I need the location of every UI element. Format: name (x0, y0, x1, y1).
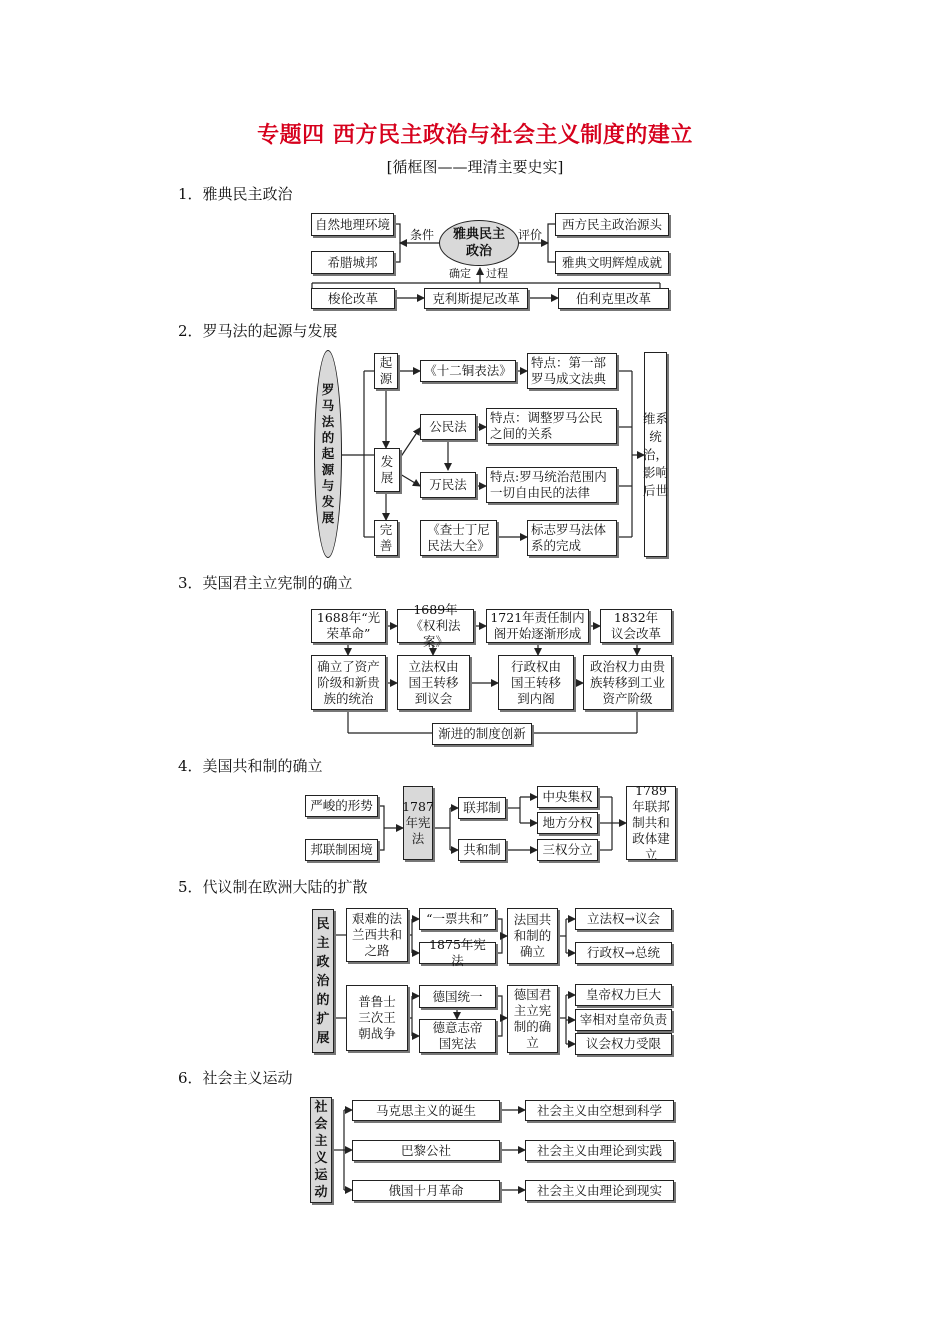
label-conditions: 条件 (410, 228, 435, 242)
box-geography: 自然地理环境 (311, 213, 394, 236)
page-subtitle: [循框图——理清主要史实] (386, 158, 564, 176)
box-theory-to-reality: 社会主义由理论到现实 (525, 1180, 674, 1201)
box-1789-federal-republic: 1789年联邦制共和政体建立 (626, 786, 676, 860)
box-theory-to-practice: 社会主义由理论到实践 (525, 1140, 674, 1161)
box-german-unification: 德国统一 (419, 985, 496, 1008)
athens-democracy-node: 雅典民主政治 (439, 220, 519, 266)
label-process: 过程 (486, 267, 508, 280)
box-athens-civilization: 雅典文明辉煌成就 (555, 251, 669, 274)
box-law-of-nations: 万民法 (420, 472, 476, 498)
section-heading-socialist-movement: 6．社会主义运动 (178, 1069, 293, 1087)
box-legislative-power: 立法权由国王转移到议会 (397, 655, 470, 710)
box-law-of-nations-feature: 特点:罗马统治范围内一切自由民的法律 (486, 467, 617, 503)
box-bourgeois-rule: 确立了资产阶级和新贵族的统治 (311, 655, 386, 710)
box-german-monarchy-established: 德国君主立宪制的确立 (507, 985, 558, 1053)
box-1787-constitution: 1787年宪法 (403, 786, 433, 860)
page-title: 专题四 西方民主政治与社会主义制度的建立 (257, 122, 693, 148)
box-german-empire-constitution: 德意志帝国宪法 (419, 1019, 496, 1053)
box-origin: 起源 (374, 353, 398, 389)
box-perfection: 完善 (374, 520, 398, 556)
box-civil-law: 公民法 (420, 414, 476, 440)
box-justinian-code-result: 标志罗马法体系的完成 (527, 520, 617, 556)
box-socialist-movement: 社会主义运动 (310, 1097, 332, 1203)
box-october-revolution: 俄国十月革命 (352, 1180, 500, 1201)
section-heading-roman-law: 2．罗马法的起源与发展 (178, 322, 338, 340)
box-civil-law-feature: 特点：调整罗马公民之间的关系 (486, 408, 617, 444)
box-utopia-to-science: 社会主义由空想到科学 (525, 1100, 674, 1121)
roman-law-main-node: 罗马法的起源与发展 (314, 350, 342, 558)
box-cleisthenes-reform: 克利斯提尼改革 (424, 288, 528, 309)
box-roman-law-influence: 维系统治，影响后世 (644, 352, 667, 557)
box-chancellor-responsible: 宰相对皇帝负责 (575, 1009, 672, 1031)
box-democracy-expansion: 民主政治的扩展 (312, 909, 334, 1053)
box-separation-of-powers: 三权分立 (537, 839, 598, 861)
box-republicanism: 共和制 (458, 839, 506, 861)
box-political-power: 政治权力由贵族转移到工业资产阶级 (583, 655, 672, 710)
label-confirm: 确定 (449, 267, 471, 280)
box-twelve-tables-feature: 特点：第一部罗马成文法典 (527, 353, 617, 389)
box-1875-constitution: 1875年宪法 (419, 942, 496, 964)
box-gradual-innovation: 渐进的制度创新 (432, 723, 532, 745)
box-emperor-power: 皇帝权力巨大 (575, 984, 672, 1006)
box-centralization: 中央集权 (537, 786, 598, 808)
box-executive-to-president: 行政权→总统 (575, 942, 672, 964)
box-justinian-code: 《查士丁尼民法大全》 (420, 520, 497, 556)
box-legislative-to-parliament: 立法权→议会 (575, 908, 672, 930)
box-pericles-reform: 伯利克里改革 (558, 288, 669, 309)
box-marxism-birth: 马克思主义的诞生 (352, 1100, 500, 1121)
box-bill-of-rights: 1689年《权利法案》 (397, 609, 474, 643)
box-one-vote-republic: “一票共和” (419, 908, 496, 930)
box-parliament-reform: 1832年议会改革 (600, 609, 672, 643)
section-heading-us-republic: 4．美国共和制的确立 (178, 757, 323, 775)
box-greek-city-states: 希腊城邦 (311, 251, 394, 274)
label-evaluation: 评价 (518, 228, 543, 242)
box-twelve-tables: 《十二铜表法》 (420, 360, 516, 382)
box-severe-situation: 严峻的形势 (305, 795, 378, 817)
box-decentralization: 地方分权 (537, 812, 598, 834)
box-executive-power: 行政权由国王转移到内阁 (498, 655, 574, 710)
box-democracy-origin: 西方民主政治源头 (555, 213, 669, 236)
section-heading-athens: 1．雅典民主政治 (178, 185, 293, 203)
box-french-republic-road: 艰难的法兰西共和之路 (346, 908, 408, 962)
section-heading-british-monarchy: 3．英国君主立宪制的确立 (178, 574, 353, 592)
box-french-republic-established: 法国共和制的确立 (507, 908, 558, 964)
box-paris-commune: 巴黎公社 (352, 1140, 500, 1161)
box-development: 发展 (374, 448, 400, 492)
box-confederation-dilemma: 邦联制困境 (305, 839, 378, 861)
section-heading-europe-spread: 5．代议制在欧洲大陆的扩散 (178, 878, 368, 896)
box-cabinet-system: 1721年责任制内阁开始逐渐形成 (486, 609, 589, 643)
box-prussian-wars: 普鲁士三次王朝战争 (346, 985, 408, 1051)
box-federalism: 联邦制 (458, 797, 506, 819)
box-solon-reform: 梭伦改革 (311, 288, 395, 309)
box-parliament-limited: 议会权力受限 (575, 1033, 672, 1055)
box-glorious-revolution: 1688年“光荣革命” (311, 609, 386, 643)
